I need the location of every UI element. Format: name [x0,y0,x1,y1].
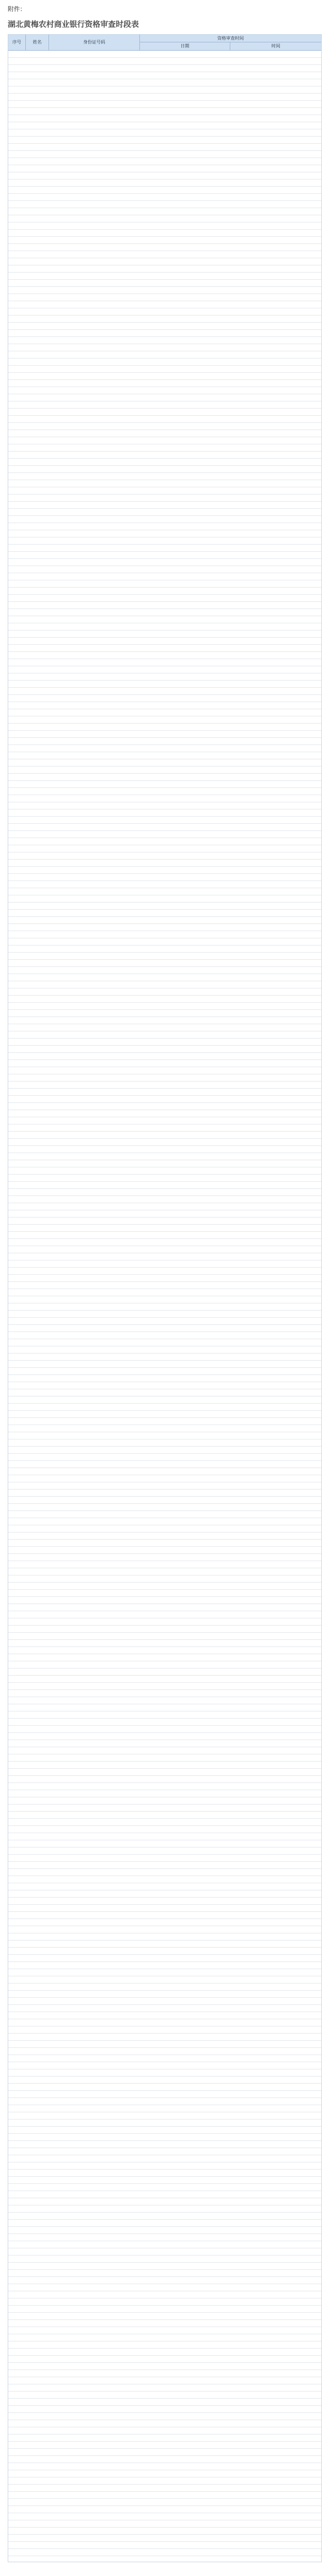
schedule-table [8,34,322,2562]
header-seq: 序号 [8,35,26,50]
table-body [8,51,321,2562]
header-time-slot: 时间 [271,44,280,48]
table-header [8,35,321,51]
header-review-time: 资格审查时间 [140,35,321,42]
attachment-label: 附件： [8,6,26,13]
header-id-number: 身份证号码 [49,35,140,50]
document-title: 湖北黄梅农村商业银行资格审查时段表 [8,21,139,29]
header-date: 日期 [140,42,231,50]
header-name: 姓名 [26,35,49,50]
